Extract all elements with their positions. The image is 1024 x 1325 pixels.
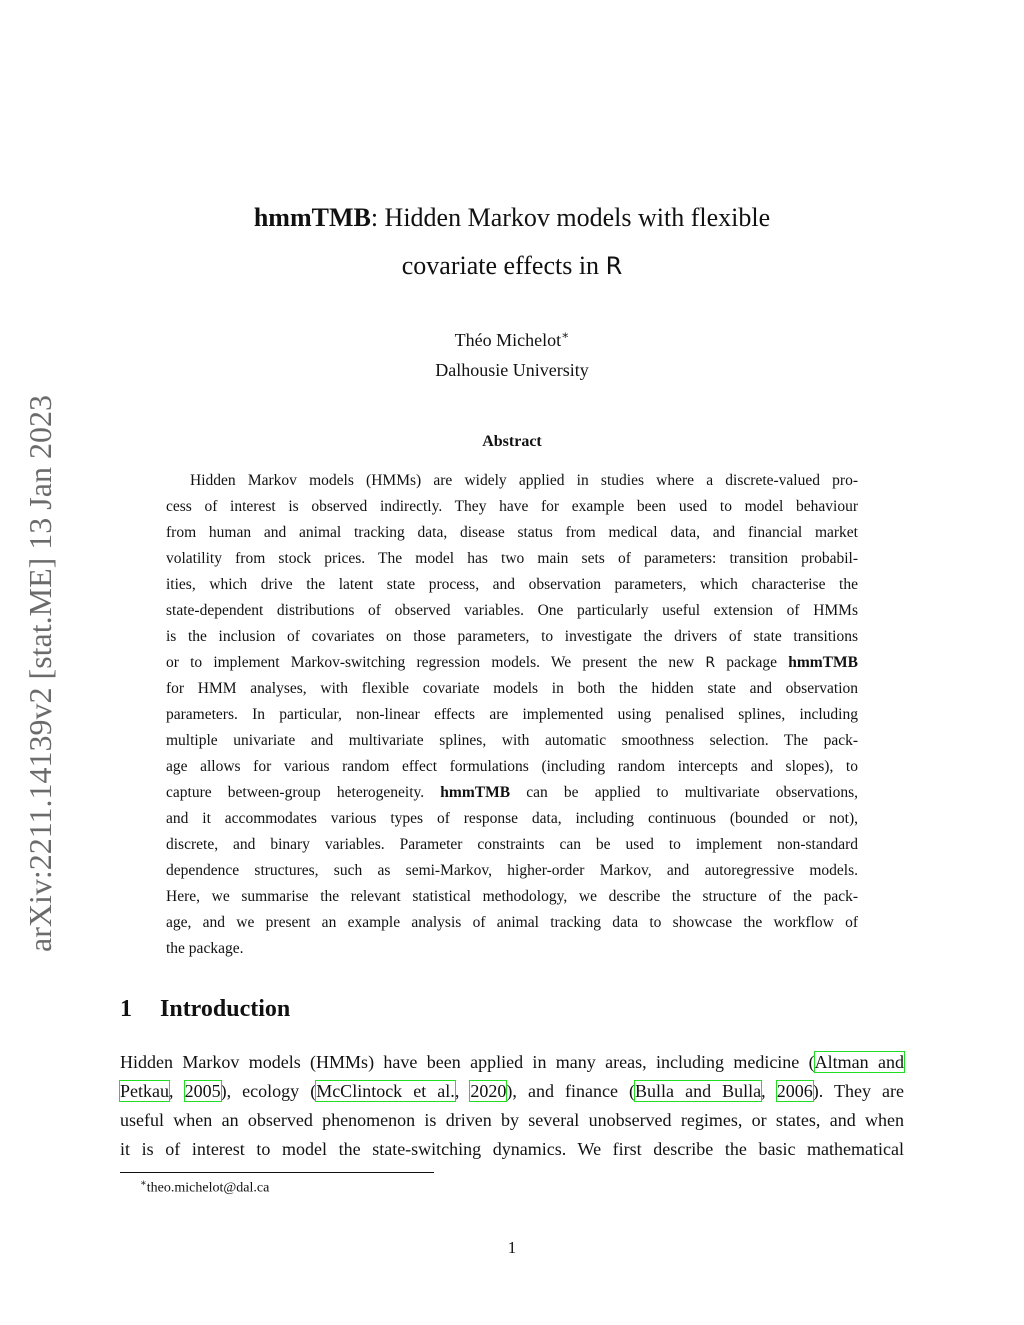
citation-year-link-2005[interactable]: 2005 (184, 1081, 221, 1101)
title-package-name: hmmTMB (253, 203, 371, 232)
section-heading (120, 996, 290, 1023)
citation-year-link-2020[interactable]: 2020 (470, 1081, 507, 1101)
author-affiliation: Dalhousie University (435, 360, 589, 380)
abstract-line: from human and animal tracking data, disease status from medical data, and financial market (166, 524, 858, 541)
intro-text: ), ecology ( (220, 1081, 317, 1101)
title-r-symbol: R (605, 252, 623, 280)
abstract-heading: Abstract (482, 433, 542, 450)
abstract-line: cess of interest is observed indirectly. They have for example been used to model behaviour (166, 498, 858, 515)
abstract-line: is the inclusion of covariates on those parameters, to investigate the drivers of state transitions (166, 628, 858, 645)
intro-line: it is of interest to model the state-switching dynamics. We first describe the basic mathematical (120, 1139, 904, 1159)
abstract-line: ities, which drive the latent state process, and observation parameters, which characterise the (166, 576, 858, 593)
abstract-line (166, 650, 858, 676)
abstract-text: or to implement Markov-switching regression models. We present the new (166, 654, 706, 671)
abstract-body (166, 468, 858, 962)
abstract-line: volatility from stock prices. The model has two main sets of parameters: transition probabil- (166, 550, 858, 567)
footnote-divider (120, 1172, 434, 1173)
title-line-1 (120, 194, 904, 242)
citation-link-bulla[interactable]: Bulla and Bulla (635, 1081, 762, 1101)
abstract-line: discrete, and binary variables. Parameter constraints can be used to implement non-standard (166, 836, 858, 853)
citation-link-altman[interactable]: Altman and (814, 1052, 904, 1072)
abstract-line: dependence structures, such as semi-Markov, higher-order Markov, and autoregressive models. (166, 862, 858, 879)
citation-link-altman-cont[interactable]: Petkau (120, 1081, 169, 1101)
author-block (120, 320, 904, 385)
abstract-line (166, 780, 858, 806)
footnote-email: theo.michelot@dal.ca (146, 1180, 270, 1196)
abstract-line: Hidden Markov models (HMMs) are widely applied in studies where a discrete-valued pro- (190, 472, 858, 489)
section-title-text: Introduction (160, 996, 291, 1022)
title-line-2-text: covariate effects in (401, 251, 606, 280)
author-name: Théo Michelot (454, 330, 562, 350)
abstract-line: for HMM analyses, with flexible covariate models in both the hidden state and observation (166, 680, 858, 697)
arxiv-identifier-stamp: arXiv:2211.14139v2 [stat.ME] 13 Jan 2023 (22, 395, 58, 952)
abstract-text: package (715, 654, 789, 671)
abstract-line: state-dependent distributions of observed variables. One particularly useful extension of HMMs (166, 602, 858, 619)
intro-line (120, 1077, 904, 1106)
introduction-paragraph (120, 1048, 904, 1164)
abstract-package-name: hmmTMB (788, 654, 858, 671)
intro-text: ), and finance ( (506, 1081, 636, 1101)
title-line-2 (120, 242, 904, 290)
footnote-marker: ∗ (140, 1178, 147, 1189)
intro-line (120, 1048, 904, 1077)
intro-text: , (761, 1081, 777, 1101)
title-line-1-rest: : Hidden Markov models with flexible (370, 203, 771, 232)
intro-text: , (454, 1081, 471, 1101)
abstract-line: multiple univariate and multivariate splines, with automatic smoothness selection. The pack- (166, 732, 858, 749)
intro-text: , (169, 1081, 185, 1101)
abstract-text: can be applied to multivariate observations, (510, 784, 858, 801)
abstract-line: age, and we present an example analysis of animal tracking data to showcase the workflow of (166, 914, 858, 931)
intro-text: ). They are (812, 1081, 905, 1101)
abstract-line: the package. (166, 940, 244, 957)
abstract-text: capture between-group heterogeneity. (166, 784, 441, 801)
abstract-line: age allows for various random effect formulations (including random intercepts and slopes), to (166, 758, 858, 775)
abstract-r-symbol: R (705, 655, 716, 671)
abstract-line: parameters. In particular, non-linear effects are implemented using penalised splines, including (166, 706, 858, 723)
abstract-line: and it accommodates various types of response data, including continuous (bounded or not), (166, 810, 858, 827)
abstract-package-name: hmmTMB (440, 784, 511, 801)
author-footnote-marker: ∗ (561, 328, 570, 342)
intro-line: useful when an observed phenomenon is driven by several unobserved regimes, or states, and when (120, 1110, 904, 1130)
page-number: 1 (507, 1238, 517, 1257)
paper-title (120, 194, 904, 290)
citation-link-mcclintock[interactable]: McClintock et al. (316, 1081, 455, 1101)
section-number: 1 (120, 996, 132, 1022)
intro-text: Hidden Markov models (HMMs) have been applied in many areas, including medicine ( (120, 1052, 815, 1072)
abstract-line: Here, we summarise the relevant statistical methodology, we describe the structure of the pack- (166, 888, 858, 905)
footnote (140, 1178, 269, 1197)
citation-year-link-2006[interactable]: 2006 (776, 1081, 813, 1101)
author-name-line (120, 320, 904, 355)
